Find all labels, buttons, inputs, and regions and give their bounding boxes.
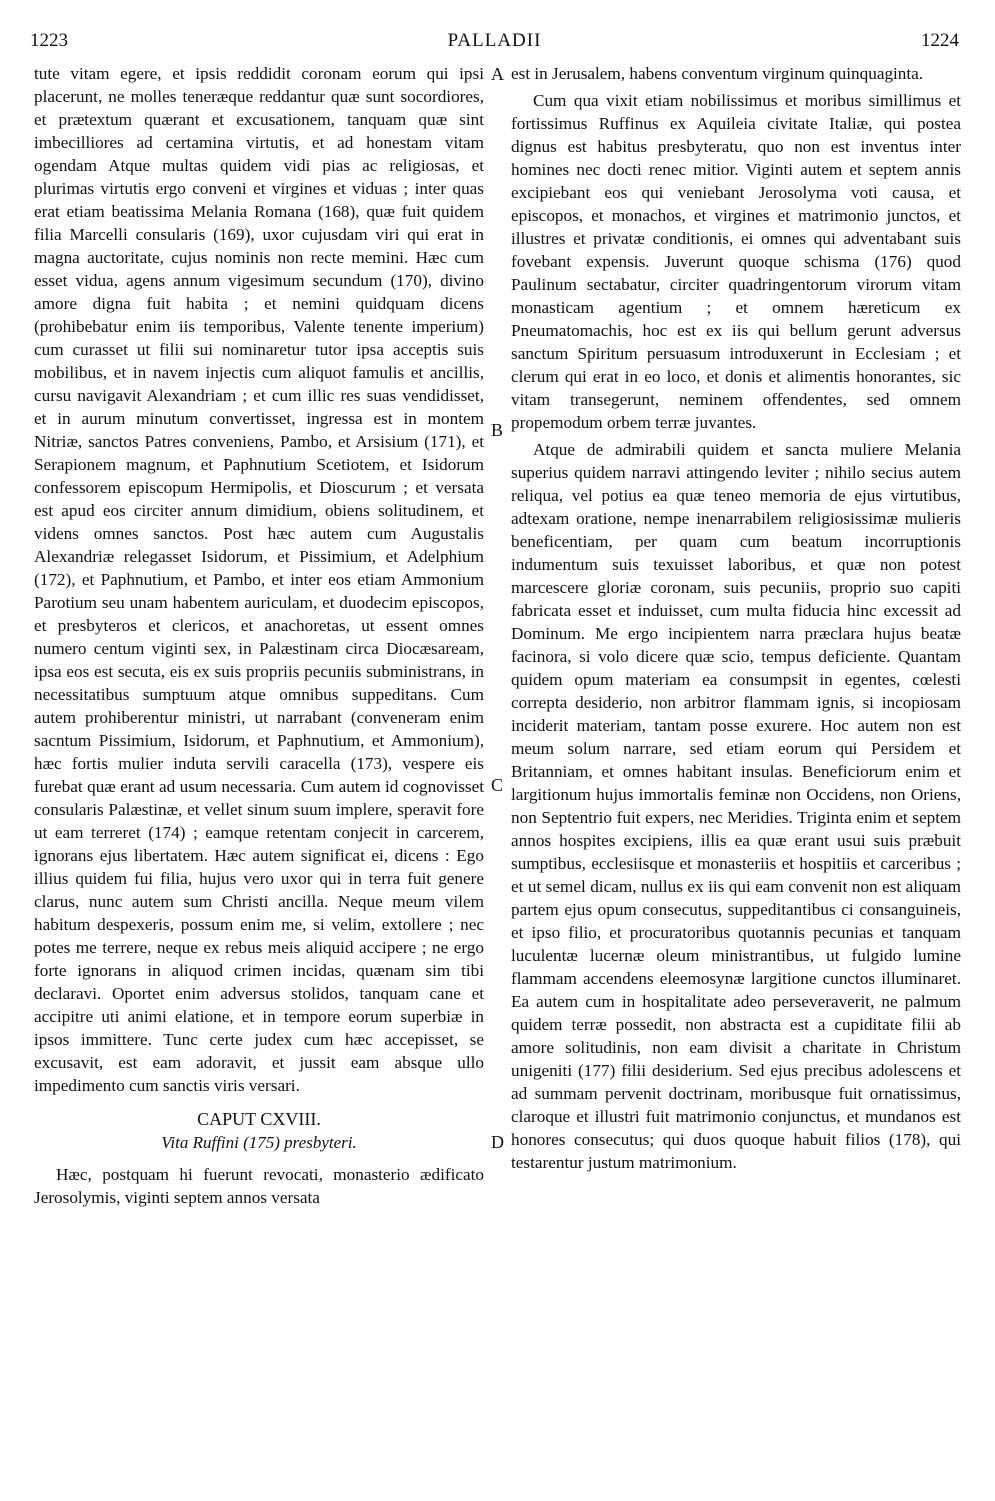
chapter-title: CAPUT CXVIII. [197,1109,321,1129]
left-paragraph-1: tute vitam egere, et ipsis reddidit coronam eorum qui ipsi placerunt, ne molles teneræque reddantur quæ sunt socordiores, et prætextum quærant et excusationem, tanquam quæ sint imbecilliores ad certamina virtutis, et ad honestam vitam ogendam Atque multas quidem vidi pias ac religiosas, et plurimas virtutis ergo conveni et virgines et viduas ; inter quas erat etiam beatissima Melania Romana (168), quæ fuit quidem filia Marcelli consularis (169), uxor cujusdam viri qui erat in magna auctoritate, cujus nominis non recte memini. Hæc cum esset vidua, agens annum vigesimum secundum (170), divino amore digna fuit habita ; et nemini quidquam dicens (prohibebatur enim iis temporibus, Valente tenente imperium) cum curasset ut filii sui nominaretur tutor ipsa acceptis suis mobilibus, et in navem injectis cum aliquot famulis et ancillis, cursu navigavit Alexandriam ; et cum illic res suas vendidisset, et in aurum minutum convertisset, ingressa est in montem Nitriæ, sanctos Patres conveniens, Pambo, et Arsisium (171), et Serapionem magnum, et Paphnutium Scetiotem, et Isidorum confessorem episcopum Hermipolis, et Dioscurum ; et versata est apud eos circiter annum dimidium, obiens solitudinem, et videns omnes sanctos. Post hæc autem cum Augustalis Alexandriæ relegasset Isidorum, et Pissimium, et Adelphium (172), et Paphnutium, et Pambo, et inter eos etiam Ammonium Parotium seu unam habentem auriculam, et duodecim episcopos, et presbyteros et clericos, et anachoretas, ut essent omnes numero centum viginti sex, in Palæstinam circa Diocæsaream, ipsa eos est secuta, eis ex suis propriis pecuniis subministrans, in necessitatibus sumptuum atque omnibus suppeditans. Cum autem prohiberentur ministri, ut narrabant (conveneram enim sacntum Pissimium, Isidorum, et Paphnutium, et Ammonium), hæc fortis mulier induta servili caracella (173), vespere eis furebat quæ erant ad usum necessaria. Cum autem id cognovisset consularis Palæstinæ, et vellet sinum suum implere, speravit fore ut eam terreret (174) ; eamque retentam conjecit in carcerem, ignorans ejus libertatem. Hæc autem significat ei, dicens : Ego illius quidem fui filia, hujus vero uxor qui in terra fuit genere clarus, nunc autem sum Christi ancilla. Neque meum vilem habitum despexeris, possum enim me, si velim, extollere ; nec potes me terrere, neque ex rebus meis aliquid accipere ; ne ergo forte ignorans in aliquod crimen incidas, quænam sim tibi declaravi. Oportet enim adversus stolidos, tanquam cane et accipitre uti animi elatione, et in tempore eorum superbiæ in ipsos immittere. Tunc certe judex cum hæc accepisset, se excusavit, est eam adoravit, et jussit eam absque ullo impedimento cum sanctis viris versari. [34,64,484,1095]
running-title: PALLADII [447,30,542,51]
margin-marker-a: A [491,64,504,84]
right-paragraph-2: Cum qua vixit etiam nobilissimus et moribus simillimus et fortissimus Ruffinus ex Aquileia civitate Italiæ, qui postea dignus est habitus presbyteratu, quo non est inventus inter homines nec docti renec mitior. Viginti autem et septem annis excipiebant eos qui veniebant Jerosolyma voti causa, et episcopos, et monachos, et virgines et matrimonio junctos, et illustres et privatæ conditionis, ei omnes qui adventabant suis fovebant expensis. Juverunt quoque schisma (176) quod Paulinum sectabatur, circiter quadringentorum virorum vitam monasticam agentium ; et omnem hæreticum ex Pneumatomachis, hoc est ex iis qui bellum gerunt adversus sanctum Spiritum persuasum introduxerunt in Ecclesiam ; et clerum qui erat in eo loco, et donis et alimentis honorantes, sic vitam transegerunt, neminem offendentes, sed omnem propemodum orbem terræ juvantes. [511,91,961,432]
left-paragraph-2: Hæc, postquam hi fuerunt revocati, monasterio ædificato Jerosolymis, viginti septem annos versata [34,1165,484,1207]
chapter-subtitle: Vita Ruffini (175) presbyteri. [161,1133,357,1152]
right-paragraph-1: est in Jerusalem, habens conventum virginum quinquaginta. [511,64,924,83]
page-number-left: 1223 [30,30,68,51]
margin-marker-d: D [491,1132,504,1152]
page-header [30,30,959,56]
page-number-right: 1224 [921,30,959,51]
left-column [34,62,484,1209]
right-paragraph-3: Atque de admirabili quidem et sancta muliere Melania superius quidem narravi attingendo leviter ; nihilo secius autem reliqua, vel potius ea quæ teneo memoria de ejus virtutibus, adtexam oratione, nempe inenarrabilem religiosissimæ mulieris beneficentiam, per quam cum beatum incorruptionis indumentum suis texuisset laboribus, et quæ non potest marcescere gloriæ coronam, suis pecuniis, proprio suo capiti fabricata esset et induisset, cum multa fiducia hinc excessit ad Dominum. Me ergo incipientem narra præclara hujus beatæ facinora, si volo dicere quæ scio, tempus deficiente. Quantam quidem opum materiam ea consumpsit in egentes, cœlesti correpta desiderio, non arbitror flammam ignis, si incopiosam inciderit materiam, tantam posse exurere. Hoc autem non est meum solum narrare, sed etiam eorum qui Persidem et Britanniam, et omnes habitant insulas. Beneficiorum enim et largitionum hujus immortalis feminæ non Occidens, non Oriens, non Septentrio fuit expers, nec Meridies. Triginta enim et septem annos hospites excipiens, illis ea quæ erant usui suis præbuit sumptibus, ecclesiisque et monasteriis et hospitiis et carceribus ; et ut semel dicam, nullus ex iis qui eam convenit non est aliquam partem ejus opum consecutus, suppeditantibus ci consanguineis, et ipso filio, et procuratoribus quotannis pecunias et tanquam luculentæ lucernæ oleum ministrantibus, ut fulgido lumine flammam accendens eleemosynæ largitione cunctos illuminaret. Ea autem cum in hospitalitate adeo perseveraverit, ne palmum quidem terræ possedit, non abstracta est a cupiditate filii ab amore solitudinis, non eam divisit a charitate in Christum unigeniti (177) filii desiderium. Sed ejus precibus adolescens et ad summam pervenit doctrinam, moribusque fuit ornatissimus, claroque et illustri fuit matrimonio conjunctus, et mundanos est honores consecutus; qui duos quoque habuit filios (178), qui testarentur justum matrimonium. [511,440,961,1172]
right-column [511,62,961,1174]
margin-marker-b: B [491,420,504,440]
margin-marker-c: C [491,775,504,795]
